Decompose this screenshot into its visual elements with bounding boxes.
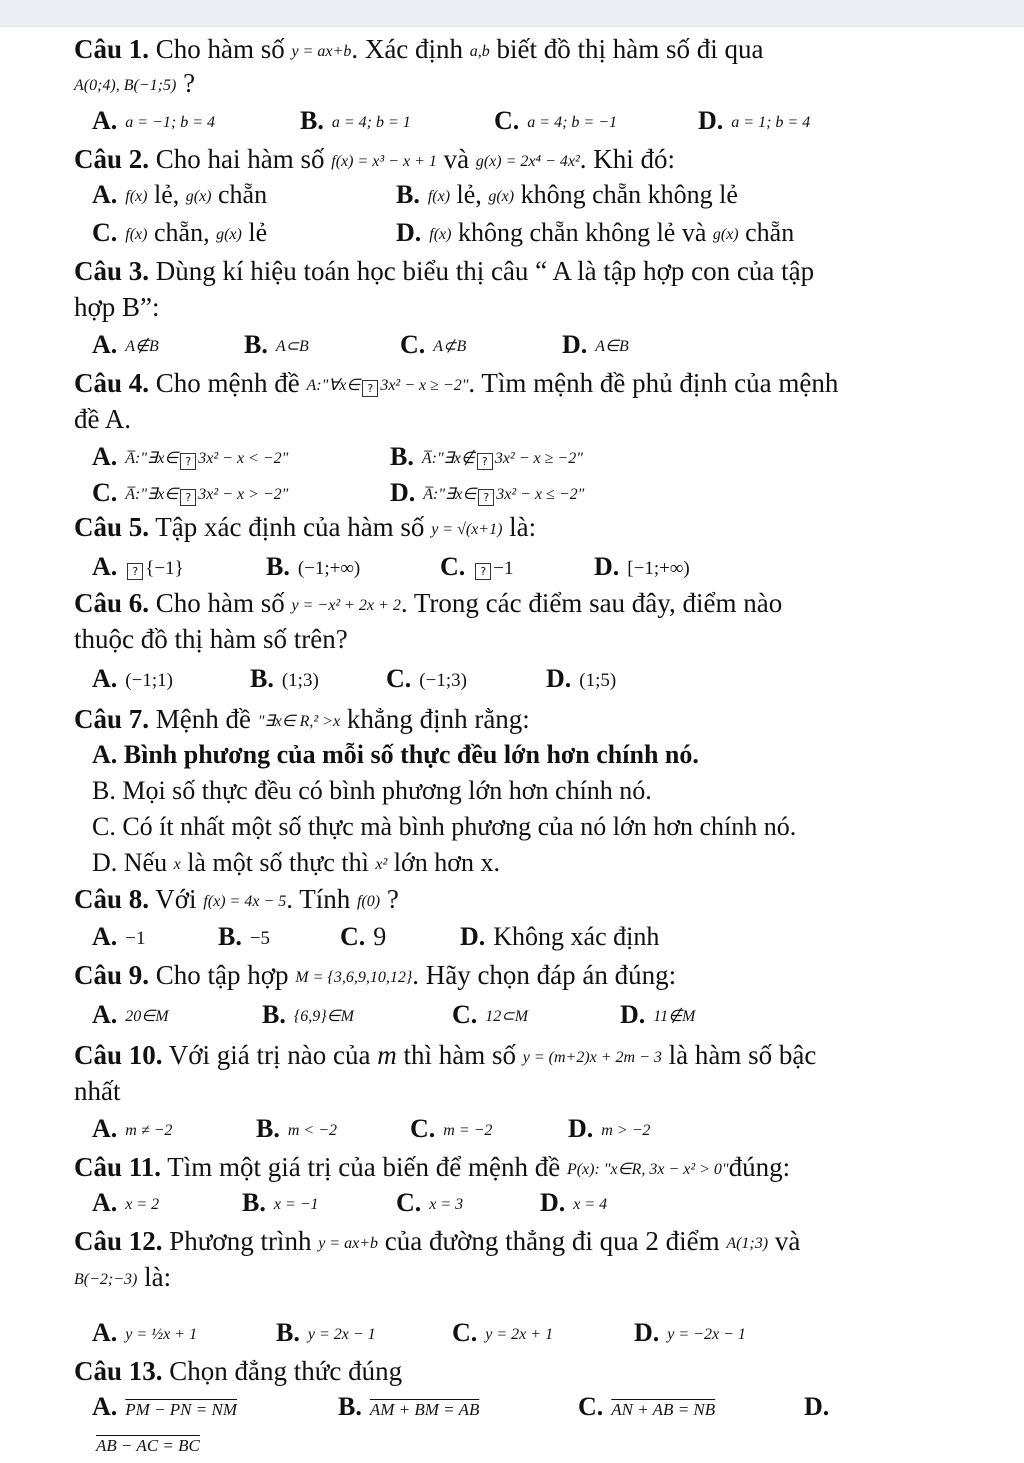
q6-option-d[interactable]: D. (1;5) [546,664,617,693]
q10-option-d[interactable]: D. m > −2 [568,1114,651,1143]
q6-option-b[interactable]: B. (1;3) [250,664,319,693]
question-9: Câu 9. Cho tập hợp M = {3,6,9,10,12}. Hãy chọn đáp án đúng: [74,960,677,990]
q3-option-c[interactable]: C. A⊄B [400,330,467,359]
question-13: Câu 13. Chọn đẳng thức đúng [74,1356,403,1386]
q1-option-a[interactable]: A. a = −1; b = 4 [92,106,215,135]
missing-glyph-icon: ? [475,563,491,580]
q11-option-b[interactable]: B. x = −1 [242,1188,319,1217]
q5-option-c[interactable]: C. ? −1 [440,552,514,581]
q11-option-a[interactable]: A. x = 2 [92,1188,160,1217]
question-3-line-2: hợp B”: [74,292,160,322]
question-6-line-2: thuộc đồ thị hàm số trên? [74,624,348,654]
q12-option-c[interactable]: C. y = 2x + 1 [452,1318,554,1347]
q3-option-a[interactable]: A. A∉B [92,330,159,359]
q7-option-b[interactable]: B. Mọi số thực đều có bình phương lớn hơn chính nó. [92,776,652,805]
q13-option-d[interactable]: D. [804,1392,830,1421]
q2-option-b[interactable]: B. f(x) lẻ, g(x) không chẵn không lẻ [396,180,738,209]
q13-option-b[interactable]: B. AM + BM = AB [338,1392,480,1421]
q9-option-b[interactable]: B. {6,9}∈M [262,1000,354,1029]
question-7: Câu 7. Mệnh đề "∃x∈ R,² >x khẳng định rằng: [74,704,530,734]
question-6: Câu 6. Cho hàm số y = −x² + 2x + 2. Trong các điểm sau đây, điểm nào [74,588,783,618]
missing-glyph-icon: ? [180,453,196,470]
q13-option-d-formula: AB − AC = BC [96,1436,200,1455]
q10-option-b[interactable]: B. m < −2 [256,1114,337,1143]
question-2: Câu 2. Cho hai hàm số f(x) = x³ − x + 1 và g(x) = 2x⁴ − 4x². Khi đó: [74,144,676,174]
q1-option-c[interactable]: C. a = 4; b = −1 [494,106,617,135]
question-12-line-2: B(−2;−3) là: [74,1262,172,1292]
q8-option-a[interactable]: A. −1 [92,922,146,951]
q6-option-a[interactable]: A. (−1;1) [92,664,173,693]
question-5: Câu 5. Tập xác định của hàm số y = √(x+1) là: [74,512,537,542]
missing-glyph-icon: ? [127,563,143,580]
q1-option-d[interactable]: D. a = 1; b = 4 [698,106,811,135]
q11-option-d[interactable]: D. x = 4 [540,1188,608,1217]
q4-option-a[interactable]: A. A̅:"∃x∈ ? 3x² − x < −2" [92,442,289,471]
q9-option-d[interactable]: D. 11∉M [620,1000,696,1029]
q12-option-a[interactable]: A. y = ½x + 1 [92,1318,198,1347]
missing-glyph-icon: ? [180,489,196,506]
q2-option-c[interactable]: C. f(x) chẵn, g(x) lẻ [92,218,268,247]
missing-glyph-icon: ? [362,380,378,397]
q5-option-a[interactable]: A. ? {−1} [92,552,184,581]
missing-glyph-icon: ? [478,489,494,506]
question-11: Câu 11. Tìm một giá trị của biến để mệnh đề P(x): "x∈R, 3x − x² > 0"đúng: [74,1152,791,1182]
q9-option-c[interactable]: C. 12⊂M [452,1000,529,1029]
q3-option-d[interactable]: D. A∈B [562,330,629,359]
q9-option-a[interactable]: A. 20∈M [92,1000,169,1029]
q5-option-d[interactable]: D. [−1;+∞) [594,552,690,581]
q4-option-c[interactable]: C. A̅:"∃x∈ ? 3x² − x > −2" [92,478,289,507]
q6-option-c[interactable]: C. (−1;3) [386,664,467,693]
q12-option-d[interactable]: D. y = −2x − 1 [634,1318,746,1347]
q7-option-c[interactable]: C. Có ít nhất một số thực mà bình phương của nó lớn hơn chính nó. [92,812,797,841]
question-4: Câu 4. Cho mệnh đề A:"∀x∈ ? 3x² − x ≥ −2". Tìm mệnh đề phủ định của mệnh [74,368,839,398]
q2-option-d[interactable]: D. f(x) không chẵn không lẻ và g(x) chẵn [396,218,795,247]
question-1-line-2: A(0;4), B(−1;5) ? [74,68,196,98]
question-12: Câu 12. Phương trình y = ax+b của đường thẳng đi qua 2 điểm A(1;3) và [74,1226,801,1256]
q8-option-b[interactable]: B. −5 [218,922,271,951]
q5-option-b[interactable]: B. (−1;+∞) [266,552,361,581]
q1-option-b[interactable]: B. a = 4; b = 1 [300,106,411,135]
q13-option-a[interactable]: A. PM − PN = NM [92,1392,237,1421]
question-10: Câu 10. Với giá trị nào của m thì hàm số y = (m+2)x + 2m − 3 là hàm số bậc [74,1040,817,1070]
missing-glyph-icon: ? [477,453,493,470]
q10-option-c[interactable]: C. m = −2 [410,1114,493,1143]
q3-option-b[interactable]: B. A⊂B [244,330,309,359]
q10-option-a[interactable]: A. m ≠ −2 [92,1114,173,1143]
q11-option-c[interactable]: C. x = 3 [396,1188,464,1217]
question-8: Câu 8. Với f(x) = 4x − 5. Tính f(0) ? [74,884,399,914]
q8-option-c[interactable]: C. 9 [340,922,387,951]
q2-option-a[interactable]: A. f(x) lẻ, g(x) chẵn [92,180,268,209]
question-1: Câu 1. Cho hàm số y = ax+b. Xác định a,b biết đồ thị hàm số đi qua [74,34,764,64]
question-4-line-2: đề A. [74,404,131,434]
q12-option-b[interactable]: B. y = 2x − 1 [276,1318,376,1347]
question-3: Câu 3. Dùng kí hiệu toán học biểu thị câu “ A là tập hợp con của tập [74,256,815,286]
q7-option-d[interactable]: D. Nếu x là một số thực thì x² lớn hơn x. [92,848,500,877]
q8-option-d[interactable]: D. Không xác định [460,922,660,951]
q13-option-c[interactable]: C. AN + AB = NB [578,1392,716,1421]
q4-option-d[interactable]: D. A̅:"∃x∈ ? 3x² − x ≤ −2" [390,478,585,507]
question-10-line-2: nhất [74,1076,121,1106]
q4-option-b[interactable]: B. A̅:"∃x∉ ? 3x² − x ≥ −2" [390,442,583,471]
question-number: Câu 1. [74,34,150,64]
top-bar [0,0,1024,27]
q7-option-a[interactable]: A. Bình phương của mỗi số thực đều lớn hơn chính nó. [92,740,699,769]
